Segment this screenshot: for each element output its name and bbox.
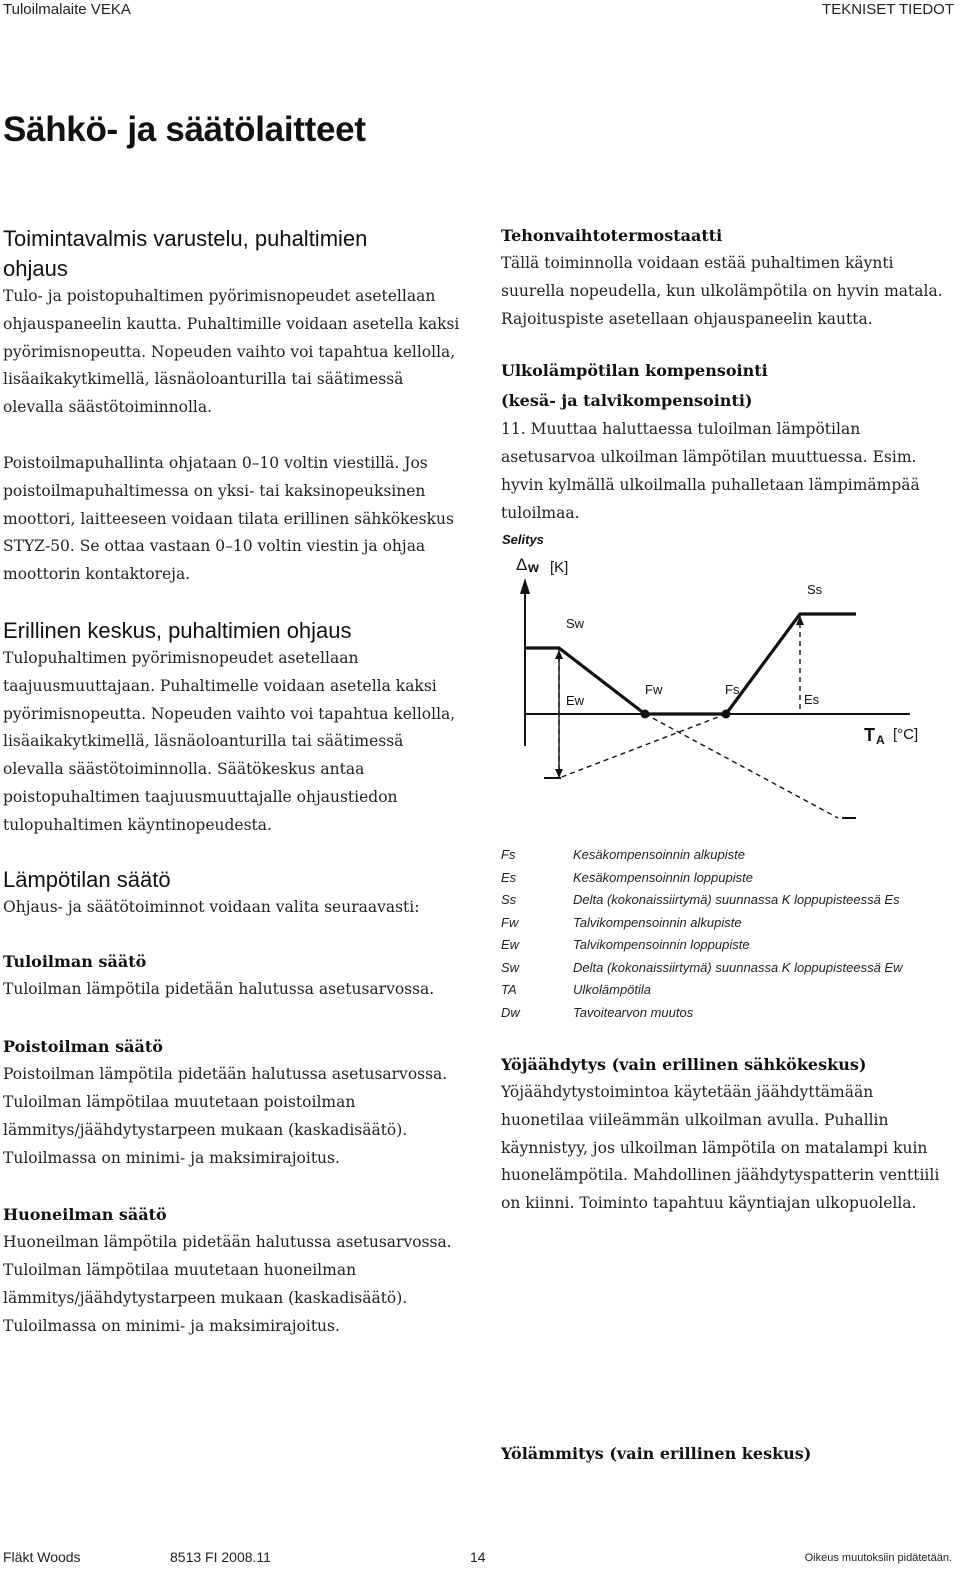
right-column-upper <box>501 222 946 528</box>
legend-code: Fw <box>501 914 519 930</box>
paragraph-temperature-control: Ohjaus- ja säätötoiminnot voidaan valita seuraavasti: <box>3 897 420 916</box>
header-right: TEKNISET TIEDOT <box>822 1 954 18</box>
header-left: Tuloilmalaite VEKA <box>3 1 131 18</box>
paragraph-exhaust-air: Poistoilman lämpötila pidetään halutussa asetusarvossa. Tuloilman lämpötilaa muutetaan poistoilman lämmitys/jäähdytystarpeen mukaan (kaskadisäätö). Tuloilmassa on minimi- ja maksimirajoitus. <box>3 1065 448 1167</box>
legend-desc: Delta (kokonaissiirtymä) suunnassa K loppupisteessä Es <box>573 892 900 907</box>
legend-desc: Tavoitearvon muutos <box>573 1004 694 1020</box>
paragraph-separate-centre: Tulopuhaltimen pyörimisnopeudet asetellaan taajuusmuuttajaan. Puhaltimelle voidaan asetella kaksi pyörimisnopeutta. Nopeuden vaihto voi tapahtua kellolla, lisäaikakytkimellä, läsnäoloanturilla tai säätimessä olevalla säästötoiminnolla. Säätökeskus antaa poistopuhaltimen taajuusmuuttajalle ohjaustiedon tulopuhaltimen käyntinopeudesta. <box>3 648 456 834</box>
footer-note: Oikeus muutoksiin pidätetään. <box>804 1552 952 1564</box>
footer-brand: Fläkt Woods <box>3 1549 81 1565</box>
legend-code: Sw <box>501 959 520 975</box>
legend-code: Ew <box>501 937 520 952</box>
y-axis-arrow <box>520 578 530 594</box>
paragraph-fan-speeds: Tulo- ja poistopuhaltimen pyörimisnopeudet asetellaan ohjauspaneelin kautta. Puhaltimille voidaan asetella kaksi pyörimisnopeutta. Nopeuden vaihto voi tapahtua kellolla, lisäaikakytkimellä, läsnäoloanturilla tai säätimessä olevalla säästötoiminnolla. <box>3 287 460 417</box>
legend-code: Fs <box>501 847 516 862</box>
footer-doc-code: 8513 FI 2008.11 <box>170 1549 271 1565</box>
subsection-title-supply-air: Tuloilman säätö <box>3 952 147 972</box>
point-fs <box>722 710 731 719</box>
page-title: Sähkö- ja säätölaitteet <box>3 110 366 149</box>
legend-desc: Talvikompensoinnin alkupiste <box>573 914 742 930</box>
section-title-line2: ohjaus <box>3 256 68 281</box>
y-axis-delta-symbol: Δ <box>516 555 528 574</box>
subsection-title-compensation <box>501 356 946 416</box>
y-axis-subscript: w <box>528 559 539 575</box>
right-column-lower <box>501 1051 941 1218</box>
legend-code: Es <box>501 869 517 885</box>
subsection-title-room-air: Huoneilman säätö <box>3 1205 167 1225</box>
legend-desc: Kesäkompensoinnin loppupiste <box>573 869 753 885</box>
x-axis-unit: [°C] <box>893 726 919 743</box>
x-axis-label: T <box>864 725 875 745</box>
y-axis-unit: [K] <box>550 559 569 576</box>
paragraph-compensation: 11. Muuttaa haluttaessa tuloilman lämpötilan asetusarvoa ulkoilman lämpötilan muuttuessa. Esim. hyvin kylmällä ulkoilmalla puhalletaan lämpimämpää tuloilmaa. <box>501 420 920 522</box>
footer-page-number: 14 <box>470 1549 486 1565</box>
section-title-separate-centre: Erillinen keskus, puhaltimien ohjaus <box>3 617 352 643</box>
legend-code: Dw <box>501 1004 520 1020</box>
label-es: Es <box>804 692 820 707</box>
label-fs: Fs <box>725 682 740 697</box>
subsection-title-power-thermostat: Tehonvaihtotermostaatti <box>501 226 723 245</box>
legend-desc: Kesäkompensoinnin alkupiste <box>573 847 745 862</box>
compensation-title-line2: (kesä- ja talvikompensointi) <box>501 391 753 411</box>
compensation-title-line1: Ulkolämpötilan kompensointi <box>501 361 768 381</box>
label-fw: Fw <box>645 682 663 697</box>
x-axis-subscript: A <box>876 733 885 747</box>
compensation-diagram <box>500 528 950 828</box>
subsection-title-night-heating: Yölämmitys (vain erillinen keskus) <box>501 1444 812 1463</box>
dashed-line-summer <box>645 714 838 818</box>
legend-desc: Delta (kokonaissiirtymä) suunnassa K loppupisteessä Ew <box>573 959 903 975</box>
right-column-bottom <box>501 1440 941 1468</box>
section-title-temperature-control: Lämpötilan säätö <box>3 866 171 892</box>
diagram-legend <box>501 847 951 1027</box>
legend-code: TA <box>501 982 517 997</box>
paragraph-power-thermostat: Tällä toiminnolla voidaan estää puhaltimen käynti suurella nopeudella, kun ulkolämpötila on hyvin matala. Rajoituspiste asetellaan ohjauspaneelin kautta. <box>501 254 943 328</box>
paragraph-room-air: Huoneilman lämpötila pidetään halutussa asetusarvossa. Tuloilman lämpötilaa muutetaan huoneilman lämmitys/jäähdytystarpeen mukaan (kaskadisäätö). Tuloilmassa on minimi- ja maksimirajoitus. <box>3 1233 452 1335</box>
diagram-caption: Selitys <box>502 532 544 547</box>
label-ew: Ew <box>566 693 585 708</box>
legend-code: Ss <box>501 892 517 907</box>
paragraph-supply-air: Tuloilman lämpötila pidetään halutussa asetusarvossa. <box>3 980 435 999</box>
subsection-title-night-cooling: Yöjäähdytys (vain erillinen sähkökeskus) <box>501 1055 867 1074</box>
subsection-title-exhaust-air: Poistoilman säätö <box>3 1037 163 1057</box>
section-title-line1: Toimintavalmis varustelu, puhaltimien <box>3 226 368 251</box>
legend-desc: Ulkolämpötila <box>573 982 652 997</box>
section-title-fan-control <box>3 224 463 284</box>
left-column <box>3 224 463 1341</box>
paragraph-exhaust-fan: Poistoilmapuhallinta ohjataan 0–10 voltin viestillä. Jos poistoilmapuhaltimessa on yksi- tai kaksinopeuksinen moottori, laitteeseen voidaan tilata erillinen sähkökeskus STYZ-50. Se ottaa vastaan 0–10 voltin viestin ja ohjaa moottorin kontaktoreja. <box>3 453 454 584</box>
point-fw <box>641 710 650 719</box>
label-sw: Sw <box>566 616 585 631</box>
paragraph-night-cooling: Yöjäähdytystoimintoa käytetään jäähdyttämään huonetilaa viileämmän ulkoilman avulla. Puhallin käynnistyy, jos ulkoilman lämpötila on matalampi kuin huonelämpötila. Mahdollinen jäähdytyspatterin venttiili on kiinni. Toiminto tapahtuu käyntiajan ulkopuolella. <box>501 1083 940 1213</box>
dashed-line-winter <box>559 714 726 778</box>
legend-desc: Talvikompensoinnin loppupiste <box>573 937 750 952</box>
label-ss: Ss <box>807 582 823 597</box>
